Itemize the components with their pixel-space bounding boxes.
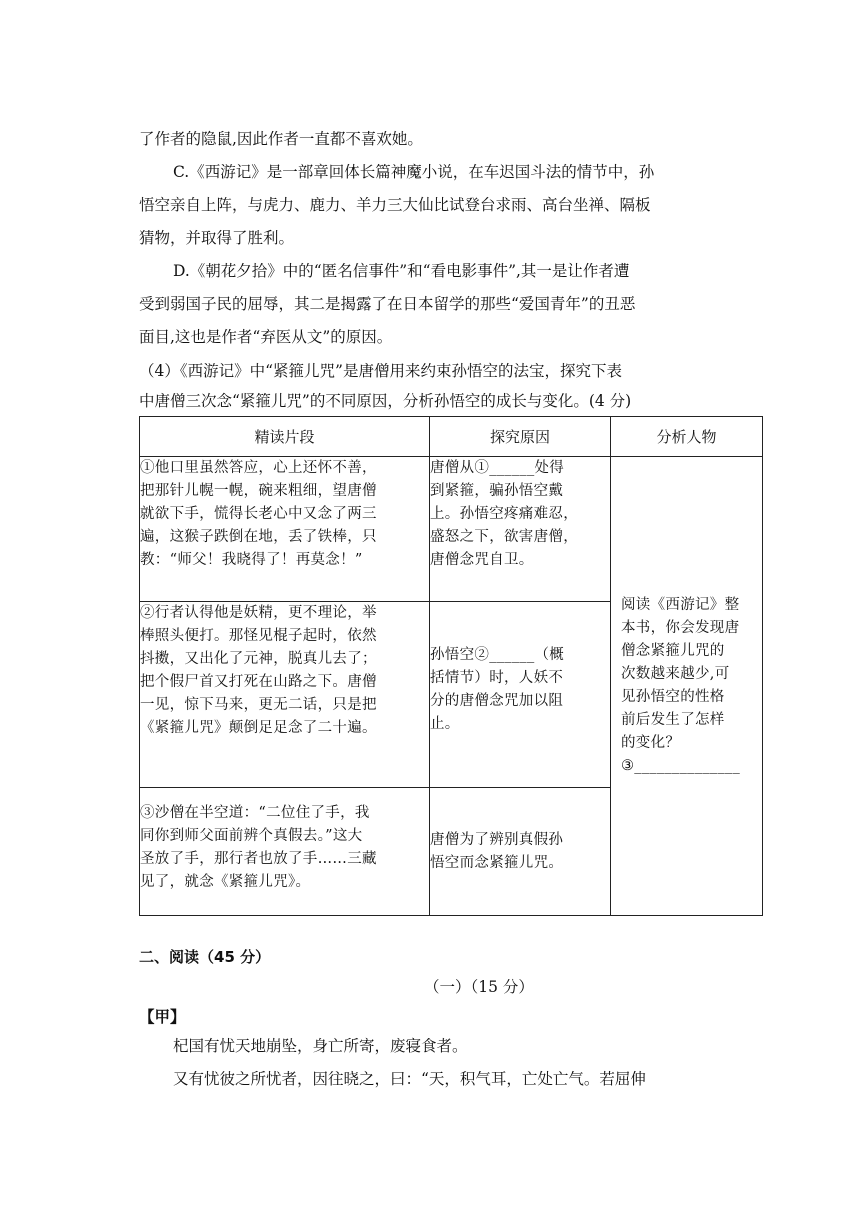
analysis-line: 阅读《西游记》整 (621, 597, 740, 613)
passage-line: 教：“师父！我晓得了！再莫念！” (140, 552, 363, 568)
passage-line: 圣放了手，那行者也放了手……三藏 (140, 851, 377, 867)
passage-line: 就欲下手，慌得长老心中又念了两三 (140, 506, 377, 522)
header-passage: 精读片段 (140, 417, 430, 457)
analysis-cell (611, 457, 763, 916)
reason-cell-2 (430, 602, 611, 788)
passage-cell-1 (140, 457, 430, 602)
passage-cell-2 (140, 602, 430, 788)
reason-cell-1 (430, 457, 611, 602)
analysis-line: 僧念紧箍儿咒的 (621, 643, 725, 659)
option-d-line-3: 面目,这也是作者“弃医从文”的原因。 (139, 328, 393, 346)
analysis-line: 的变化？ (621, 735, 681, 751)
reading-table (139, 416, 763, 916)
option-d-line-2: 受到弱国子民的屈辱，其二是揭露了在日本留学的那些“爱国青年”的丑恶 (139, 295, 636, 313)
passage-line: 把那针儿幌一幌，碗来粗细，望唐僧 (140, 483, 377, 499)
reason-line: 唐僧为了辨别真假孙 (430, 831, 564, 848)
header-analysis: 分析人物 (611, 417, 763, 457)
analysis-line: 本书，你会发现唐 (621, 620, 740, 636)
passage-line: 遍，这猴子跌倒在地，丢了铁棒，只 (140, 529, 377, 545)
analysis-line: 见孙悟空的性格 (621, 689, 725, 705)
answer-blank-3[interactable]: ③______________ (621, 758, 740, 774)
passage-cell-3 (140, 788, 430, 916)
passage-label: 【甲】 (139, 1007, 186, 1026)
reason-line: 孙悟空②______（概 (430, 647, 565, 663)
reason-cell-3 (430, 788, 611, 916)
text-line: 了作者的隐鼠,因此作者一直都不喜欢她。 (139, 130, 423, 148)
reason-line: 括情节）时，人妖不 (430, 670, 564, 686)
question-4-line-2: 中唐僧三次念“紧箍儿咒”的不同原因，分析孙悟空的成长与变化。(4 分) (139, 392, 632, 410)
passage-line: 一见，惊下马来，更无二话，只是把 (140, 697, 377, 713)
header-reason: 探究原因 (430, 417, 611, 457)
reason-line: 上。孙悟空疼痛难忍， (430, 506, 578, 522)
option-c-line-1: C.《西游记》是一部章回体长篇神魔小说，在车迟国斗法的情节中，孙 (173, 163, 655, 181)
reason-line: 悟空而念紧箍儿咒。 (430, 854, 564, 871)
analysis-line: 次数越来越少,可 (621, 666, 730, 682)
passage-line: 《紧箍儿咒》颠倒足足念了二十遍。 (140, 720, 377, 736)
passage-line: 同你到师父面前辨个真假去。”这大 (140, 828, 363, 844)
passage-line: 棒照头便打。那怪见棍子起时，依然 (140, 628, 377, 644)
reason-line: 止。 (430, 716, 460, 732)
classical-text-line-2: 又有忧彼之所忧者，因往晓之，曰：“天，积气耳，亡处亡气。若屈伸 (173, 1070, 646, 1088)
passage-line: 把个假尸首又打死在山路之下。唐僧 (140, 674, 377, 690)
reason-line: 分的唐僧念咒加以阻 (430, 693, 564, 709)
passage-line: ②行者认得他是妖精，更不理论，举 (140, 605, 377, 621)
passage-line: ③沙僧在半空道：“二位住了手，我 (140, 805, 370, 821)
reason-line: 到紧箍，骗孙悟空戴 (430, 483, 564, 499)
passage-line: 抖擞，又出化了元神，脱真儿去了； (140, 651, 377, 667)
reason-line: 唐僧念咒自卫。 (430, 552, 534, 568)
passage-line: 见了，就念《紧箍儿咒》。 (140, 874, 311, 890)
reason-line: 唐僧从①______处得 (430, 460, 565, 476)
analysis-line: 前后发生了怎样 (621, 712, 725, 728)
option-d-line-1: D.《朝花夕拾》中的“匿名信事件”和“看电影事件”,其一是让作者遭 (173, 262, 630, 280)
question-4-line-1: （4）《西游记》中“紧箍儿咒”是唐僧用来约束孙悟空的法宝，探究下表 (139, 362, 622, 380)
passage-line: ①他口里虽然答应，心上还怀不善， (140, 460, 377, 476)
option-c-line-3: 猜物，并取得了胜利。 (139, 229, 295, 247)
reason-line: 盛怒之下，欲害唐僧， (430, 529, 578, 545)
section-heading: 二、阅读（45 分） (139, 948, 271, 966)
option-c-line-2: 悟空亲自上阵，与虎力、鹿力、羊力三大仙比试登台求雨、高台坐禅、隔板 (139, 196, 651, 214)
classical-text-line-1: 杞国有忧天地崩坠，身亡所寄，废寝食者。 (173, 1037, 468, 1055)
subsection-heading: （一）（15 分） (424, 978, 534, 996)
